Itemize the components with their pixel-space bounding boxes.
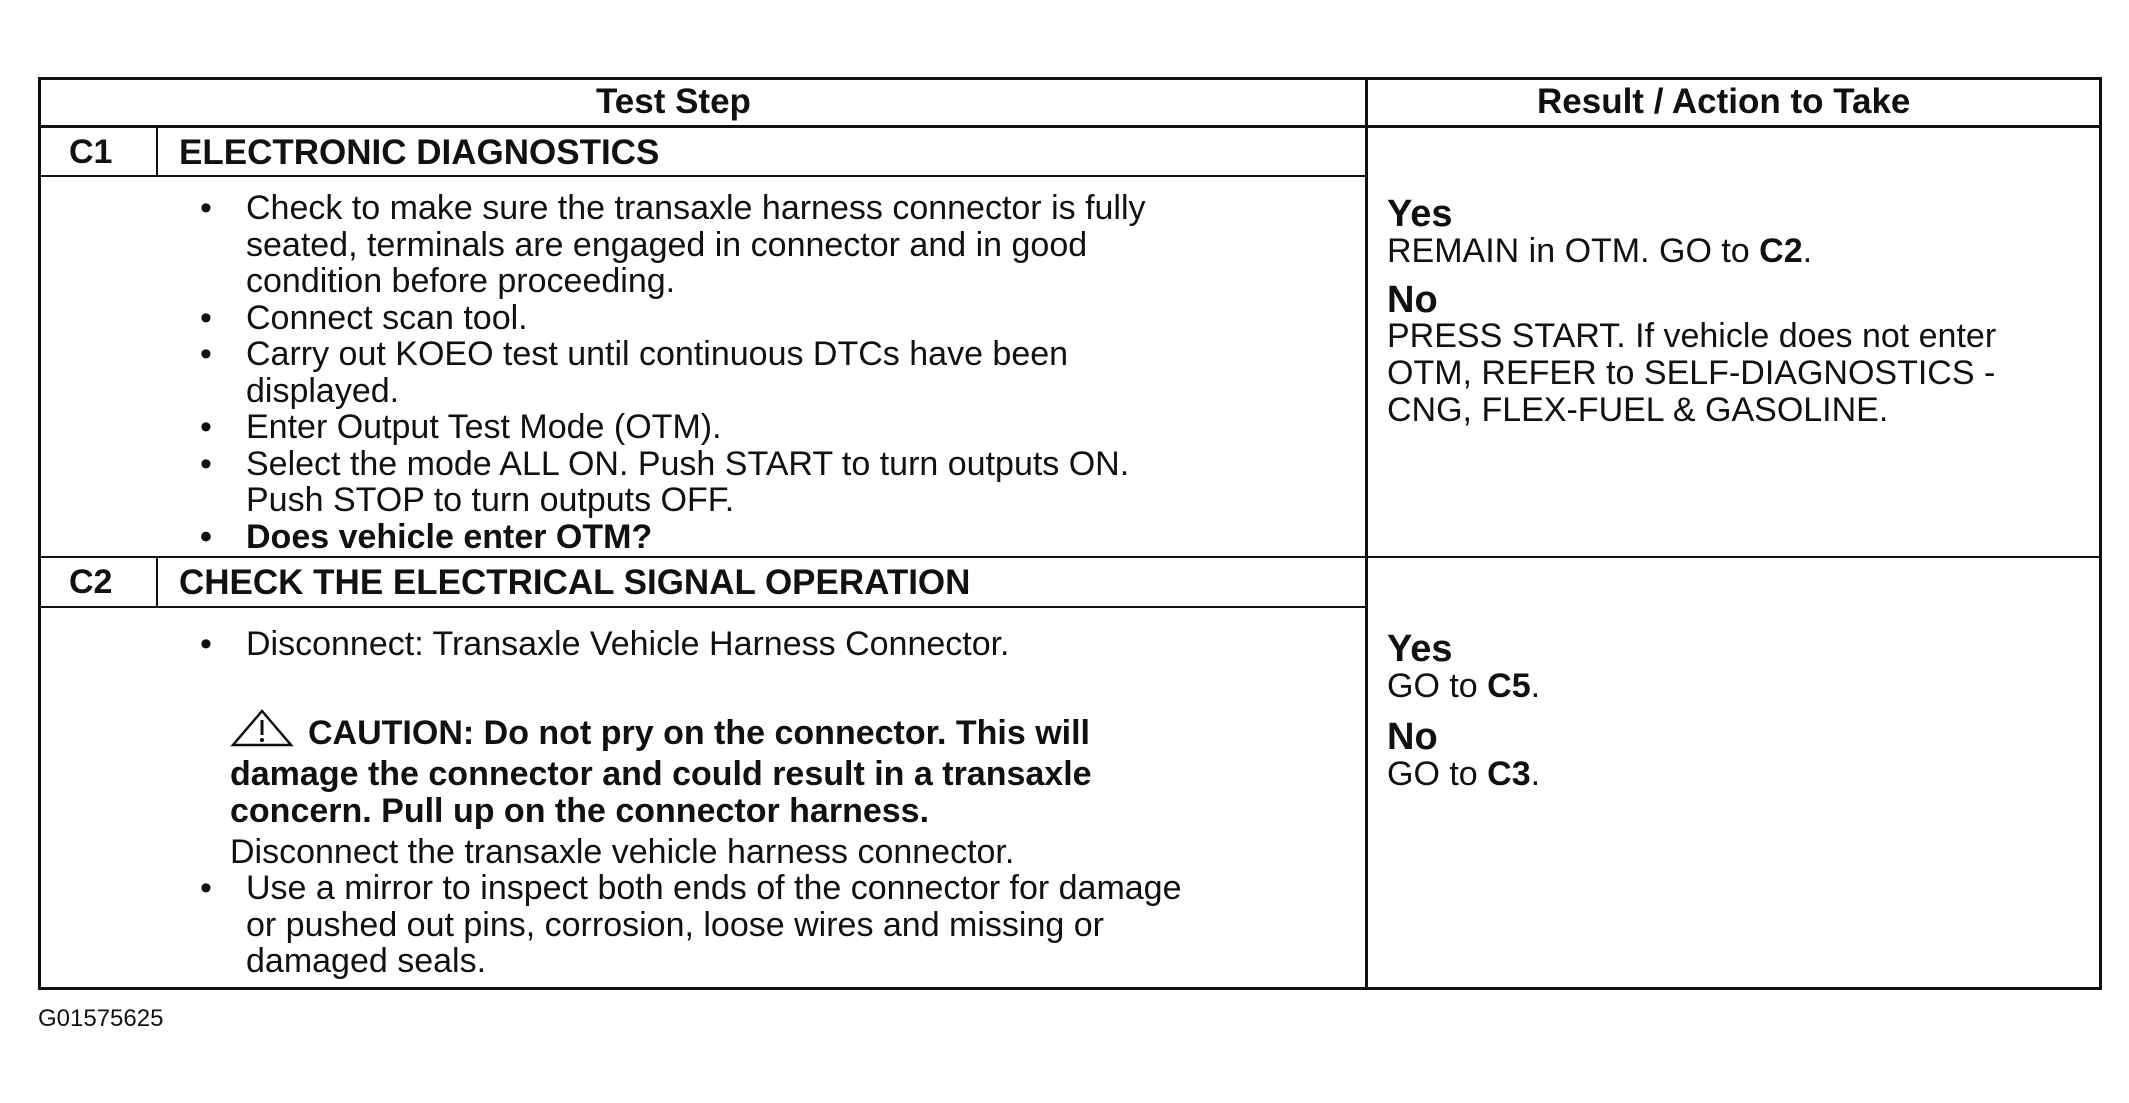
c1-title-divider <box>41 175 1365 177</box>
header-divider <box>41 125 2099 128</box>
disconnect-instruction: Disconnect the transaxle vehicle harness connector. <box>230 833 1015 871</box>
c2-yes-action: GO to C5. <box>1387 667 1541 705</box>
warning-triangle-icon <box>230 708 294 756</box>
header-result: Result / Action to Take <box>1537 82 1911 121</box>
list-item: • Use a mirror to inspect both ends of the connector for damage or pushed out pins, corrosion, loose wires and missing or damaged seals. <box>186 870 1182 980</box>
step-divider <box>41 556 2099 558</box>
list-item: • Disconnect: Transaxle Vehicle Harness Connector. <box>186 626 1010 663</box>
test-step-table <box>38 77 2102 990</box>
c2-title-divider <box>41 606 1365 608</box>
list-item: • Check to make sure the transaxle harness connector is fully seated, terminals are engaged in connector and in good condition before proceeding. <box>186 190 1146 300</box>
c2-no-action: GO to C3. <box>1387 755 1541 793</box>
c2-id-divider <box>156 558 158 606</box>
c2-instructions-last <box>186 870 1182 980</box>
c1-no-action: PRESS START. If vehicle does not enter OTM, REFER to SELF-DIAGNOSTICS - CNG, FLEX-FUEL & GASOLINE. <box>1387 317 1997 429</box>
step-id-c1: C1 <box>69 133 113 171</box>
c1-id-divider <box>156 127 158 175</box>
c1-instructions <box>186 190 1146 555</box>
list-item: • Enter Output Test Mode (OTM). <box>186 409 1146 446</box>
list-item: • Does vehicle enter OTM? <box>186 519 1146 556</box>
figure-id: G01575625 <box>38 1005 164 1032</box>
header-test-step: Test Step <box>596 82 751 121</box>
list-item: • Select the mode ALL ON. Push START to turn outputs ON. Push STOP to turn outputs OFF. <box>186 446 1146 519</box>
step-title-c2: CHECK THE ELECTRICAL SIGNAL OPERATION <box>179 563 971 602</box>
step-id-c2: C2 <box>69 563 113 601</box>
c2-no-label: No <box>1387 716 1438 758</box>
caution-note: CAUTION: Do not pry on the connector. This will damage the connector and could result in a transaxle concern. Pull up on the connector harness. <box>230 708 1092 830</box>
c2-yes-label: Yes <box>1387 628 1453 670</box>
c1-yes-action: REMAIN in OTM. GO to C2. <box>1387 232 1813 270</box>
c1-yes-label: Yes <box>1387 193 1453 235</box>
c2-instructions-first <box>186 626 1010 663</box>
list-item: • Connect scan tool. <box>186 300 1146 337</box>
column-divider <box>1365 80 1368 987</box>
list-item: • Carry out KOEO test until continuous DTCs have been displayed. <box>186 336 1146 409</box>
step-title-c1: ELECTRONIC DIAGNOSTICS <box>179 133 660 172</box>
c1-no-label: No <box>1387 279 1438 321</box>
